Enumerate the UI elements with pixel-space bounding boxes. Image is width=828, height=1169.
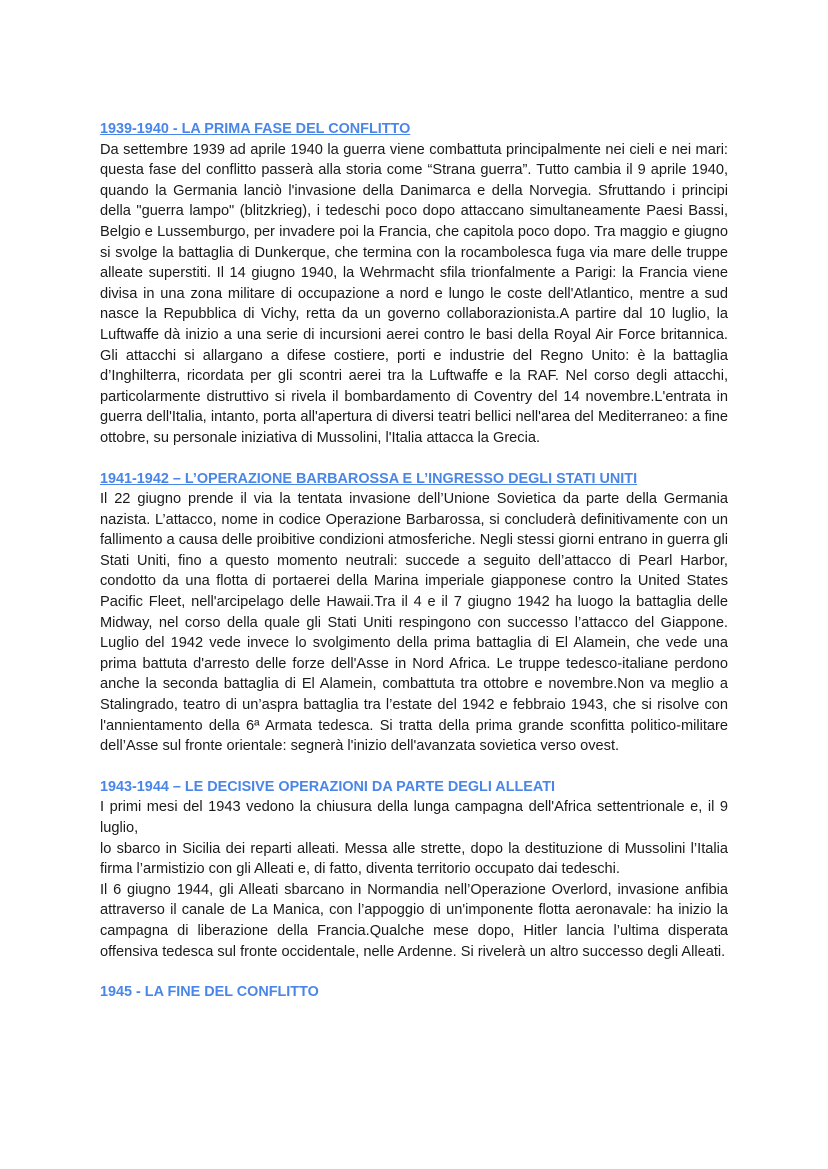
section-heading: 1941-1942 – L’OPERAZIONE BARBAROSSA E L’INGRESSO DEGLI STATI UNITI: [100, 470, 638, 487]
section-paragraph: Il 6 giugno 1944, gli Alleati sbarcano in Normandia nell’Operazione Overlord, invasione anfibia attraverso il canale de La Manica, con l’appoggio di un'imponente flotta aeronavale: ha inizio la campagna di liberazione della Francia.Qualche mese dopo, Hitler lancia l’ultima disperata offensiva tedesca sul fronte occidentale, nelle Ardenne. Si rivelerà un altro successo degli Alleati.: [100, 881, 728, 960]
section-1943-1944: [100, 777, 728, 962]
section-heading: 1943-1944 – LE DECISIVE OPERAZIONI DA PARTE DEGLI ALLEATI: [100, 778, 555, 795]
section-1945: [100, 982, 728, 1003]
section-heading: 1945 - LA FINE DEL CONFLITTO: [100, 984, 319, 1001]
document-page: [100, 119, 728, 1023]
section-paragraph: Il 22 giugno prende il via la tentata invasione dell’Unione Sovietica da parte della Germania nazista. L’attacco, nome in codice Operazione Barbarossa, si concluderà definitivamente con un fallimento a causa delle proibitive condizioni atmosferiche. Negli stessi giorni entrano in guerra gli Stati Uniti, fino a questo momento neutrali: succede a seguito dell’attacco di Pearl Harbor, condotto da una flotta di portaerei della Marina imperiale giapponese contro la United States Pacific Fleet, nell'arcipelago delle Hawaii.Tra il 4 e il 7 giugno 1942 ha luogo la battaglia delle Midway, nel corso della quale gli Stati Uniti respingono con successo l’attacco del Giappone. Luglio del 1942 vede invece lo svolgimento della prima battaglia di El Alamein, che vede una prima battuta d'arresto delle forze dell'Asse in Nord Africa. Le truppe tedesco-italiane perdono anche la seconda battaglia di El Alamein, combattuta tra ottobre e novembre.Non va meglio a Stalingrado, teatro di un’aspra battaglia tra l’estate del 1942 e febbraio 1943, che si risolve con l'annientamento della 6ª Armata tedesca. Si tratta della prima grande sconfitta politico-militare dell’Asse sul fronte orientale: segnerà l'inizio dell'avanzata sovietica verso ovest.: [100, 491, 728, 755]
section-paragraph: I primi mesi del 1943 vedono la chiusura della lunga campagna dell'Africa settentrionale e, il 9 luglio,: [100, 799, 728, 836]
section-paragraph: Da settembre 1939 ad aprile 1940 la guerra viene combattuta principalmente nei cieli e nei mari: questa fase del conflitto passerà alla storia come “Strana guerra”. Tutto cambia il 9 aprile 1940, quando la Germania lanciò l'invasione della Danimarca e della Norvegia. Sfruttando i principi della "guerra lampo" (blitzkrieg), i tedeschi poco dopo attaccano simultaneamente Paesi Bassi, Belgio e Lussemburgo, per invadere poi la Francia, che capitola poco dopo. Tra maggio e giugno si svolge la battaglia di Dunkerque, che termina con la rocambolesca fuga via mare delle truppe alleate superstiti. Il 14 giugno 1940, la Wehrmacht sfila trionfalmente a Parigi: la Francia viene divisa in una zona militare di occupazione a nord e lungo le coste dell'Atlantico, mentre a sud nasce la Repubblica di Vichy, retta da un governo collaborazionista.A partire dal 10 luglio, la Luftwaffe dà inizio a una serie di incursioni aerei contro le basi della Royal Air Force britannica. Gli attacchi si allargano a difese costiere, porti e industrie del Regno Unito: è la battaglia d’Inghilterra, ricordata per gli scontri aerei tra la Luftwaffe e la RAF. Nel corso degli attacchi, particolarmente distruttivo si rivela il bombardamento di Coventry del 14 novembre.L'entrata in guerra dell'Italia, intanto, porta all'apertura di diversi teatri bellici nell'area del Mediterraneo: a fine ottobre, su personale iniziativa di Mussolini, l'Italia attacca la Grecia.: [100, 141, 728, 446]
section-1941-1942: [100, 469, 728, 757]
section-heading: 1939-1940 - LA PRIMA FASE DEL CONFLITTO: [100, 121, 411, 137]
section-1939-1940: [100, 119, 728, 449]
section-paragraph: lo sbarco in Sicilia dei reparti alleati. Messa alle strette, dopo la destituzione di Mussolini l’Italia firma l’armistizio con gli Alleati e, di fatto, diventa territorio occupato dai tedeschi.: [100, 840, 728, 878]
